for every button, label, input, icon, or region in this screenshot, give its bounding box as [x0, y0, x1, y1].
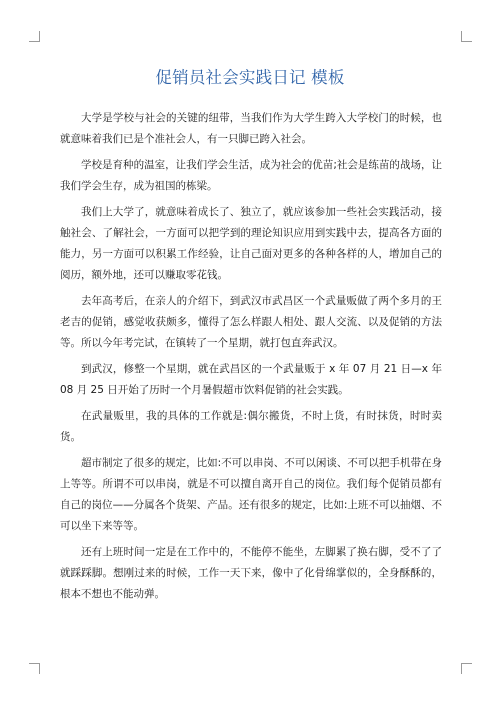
paragraph-8: 还有上班时间一定是在工作中的，不能停不能坐，左脚累了换右脚，受不了了就踩踩脚。想刚过来的时候，工作一天下来，像中了化骨绵掌似的，全身酥酥的，根本不想也不能动弹。	[60, 546, 442, 600]
paragraph-3: 我们上大学了，就意味着成长了、独立了，就应该参加一些社会实践活动，接触社会、了解社会，一方面可以把学到的理论知识应用到实践中去，提高各方面的能力，另一方面可以积累工作经验，让自己面对更多的各种各样的人，增加自己的阅历，额外地，还可以赚取零花钱。	[60, 206, 442, 281]
document-title: 促销员社会实践日记 模板	[155, 68, 345, 87]
paragraph-5: 到武汉，修整一个星期，就在武昌区的一个武量贩于 x 年 07 月 21 日—x 年 08 月 25 日开始了历时一个月暑假超市饮料促销的社会实践。	[60, 363, 442, 396]
page-corner-mark-top-left	[29, 31, 40, 42]
paragraph-7: 超市制定了很多的规定，比如:不可以串岗、不可以闲谈、不可以把手机带在身上等等。所谓不可以串岗，就是不可以擅自离开自己的岗位。我们每个促销员都有自己的岗位——分属各个货架、产品。还有很多的规定，比如:上班不可以抽烟、不可以坐下来等等。	[60, 457, 442, 532]
paragraph-1: 大学是学校与社会的关键的纽带，当我们作为大学生跨入大学校门的时候，也就意味着我们已是个准社会人，有一只脚已跨入社会。	[60, 112, 442, 145]
page-corner-mark-top-right	[461, 31, 472, 42]
paragraph-6: 在武量贩里，我的具体的工作就是:偶尔搬货，不时上货，有时抹货，时时卖货。	[60, 410, 442, 443]
page-corner-mark-bottom-left	[29, 663, 40, 674]
paragraph-4: 去年高考后，在亲人的介绍下，到武汉市武昌区一个武量贩做了两个多月的王老吉的促销，感觉收获颇多，懂得了怎么样跟人相处、跟人交流、以及促销的方法等。所以今年考完试，在镇转了一个星期，就打包直奔武汉。	[60, 295, 442, 349]
paragraph-2: 学校是育种的温室，让我们学会生活，成为社会的优苗;社会是练苗的战场，让我们学会生存，成为祖国的栋梁。	[60, 159, 442, 192]
page-corner-mark-bottom-right	[461, 663, 472, 674]
document-body	[60, 108, 442, 610]
